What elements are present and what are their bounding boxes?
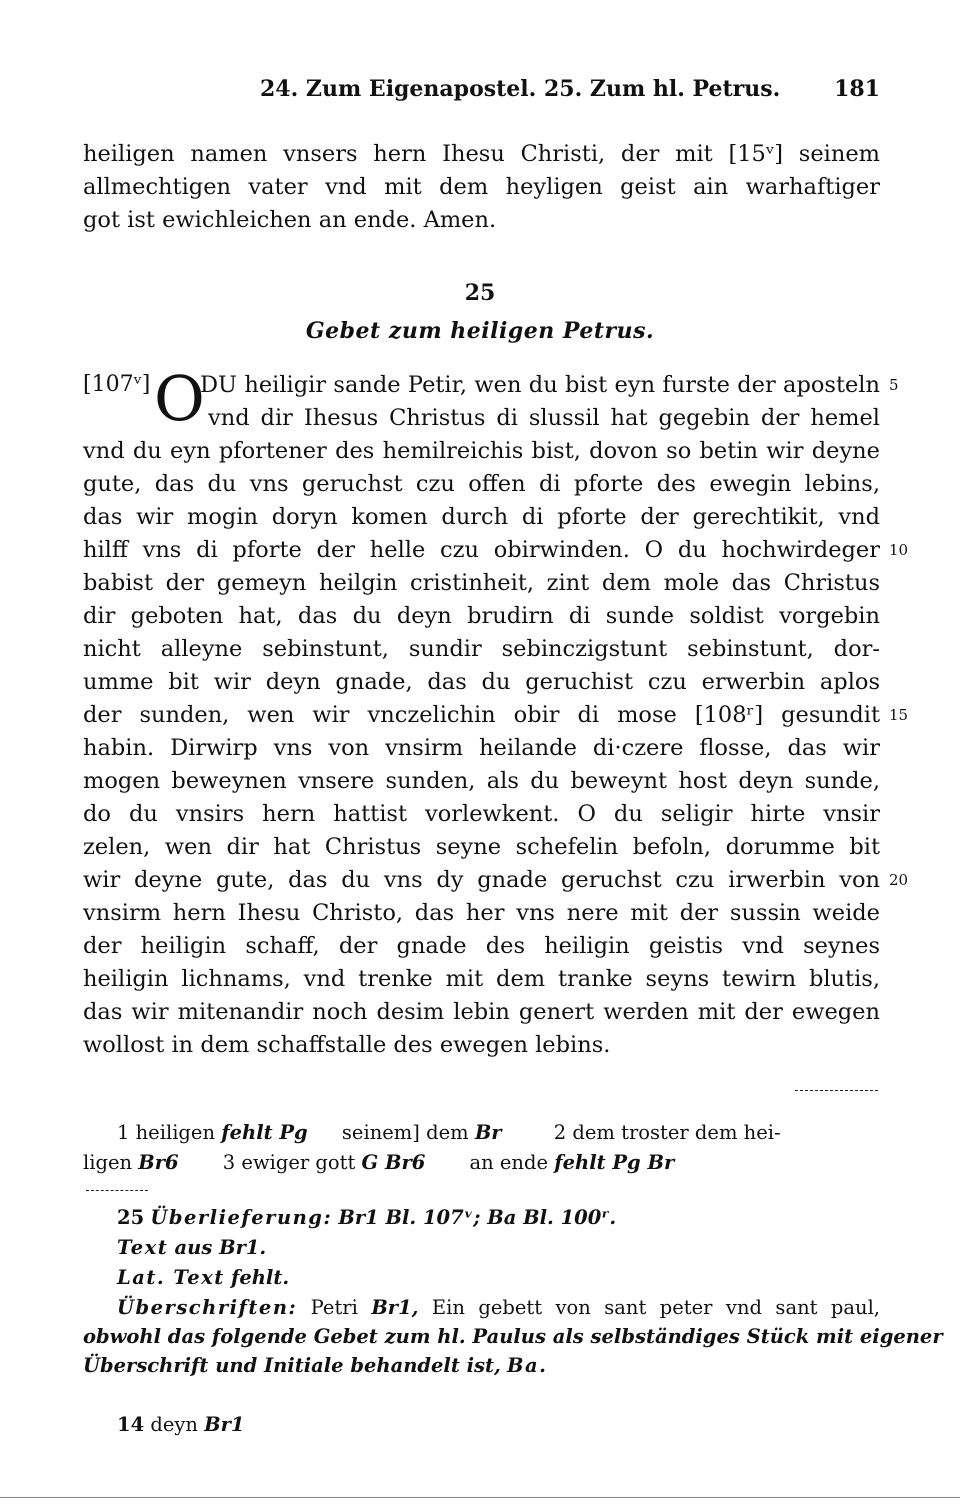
apparatus-note: fehlt Pg Br xyxy=(554,1151,675,1174)
text-line: vnd dir Ihesus Christus di slussil hat gegebin der hemel xyxy=(208,405,880,431)
line-number: 15 xyxy=(889,706,909,724)
apparatus-note: fehlt Pg xyxy=(221,1121,308,1144)
apparatus-reading: dem xyxy=(426,1121,469,1144)
prev-text-line: allmechtigen vater vnd mit dem heyligen geist ain warhaftiger xyxy=(83,174,880,200)
text-line: hilff vns di pforte der helle czu obirwinden. O du hochwirdeger xyxy=(83,537,880,563)
apparatus-line-ref: 2 xyxy=(553,1121,567,1144)
headings-text: Petri xyxy=(310,1296,358,1319)
text-line: umme bit wir deyn gnade, das du geruchist czu erwerbin aplos xyxy=(83,669,880,695)
apparatus-line-ref: 14 xyxy=(117,1413,145,1436)
headings-note-line xyxy=(83,1351,880,1381)
apparatus-reading: dem troster dem hei- xyxy=(572,1121,781,1144)
text-line: wollost in dem schaffstalle des ewegen lebins. xyxy=(83,1032,611,1058)
apparatus-line-ref: 3 xyxy=(222,1151,236,1174)
text-line: do du vnsirs hern hattist vorlewkent. O du seligir hirte vnsir xyxy=(83,801,880,827)
text-line: gute, das du vns geruchst czu offen di pforte des ewegin lebins, xyxy=(83,471,880,497)
text-line: das wir mitenandir noch desim lebin genert werden mit der ewegen xyxy=(83,999,880,1025)
text-line: das wir mogin doryn komen durch di pforte der gerechtikit, vnd xyxy=(83,504,880,530)
apparatus-siglum: Ba. xyxy=(507,1354,548,1377)
initial-letter: O xyxy=(154,362,205,435)
apparatus-reading: ewiger gott xyxy=(241,1151,356,1174)
text-line: der heiligin schaff, der gnade des heiligin geistis vnd seynes xyxy=(83,933,880,959)
transmission-number: 25 xyxy=(117,1206,145,1229)
section-number: 25 xyxy=(464,280,496,306)
text-line: wir deyne gute, das du vns dy gnade geruchst czu irwerbin von xyxy=(83,867,880,893)
apparatus-divider xyxy=(795,1090,878,1091)
page-number: 181 xyxy=(834,76,880,102)
headings-note: Überschrift und Initiale behandelt ist, xyxy=(83,1354,501,1377)
text-source-value: aus Br1. xyxy=(174,1236,267,1259)
apparatus-lemma: seinem] xyxy=(341,1121,420,1144)
text-source-line xyxy=(117,1233,914,1263)
running-title: 24. Zum Eigenapostel. 25. Zum hl. Petrus. xyxy=(260,76,781,102)
prev-text-line: got ist ewichleichen an ende. Amen. xyxy=(83,207,497,233)
transmission-label: Überlieferung: xyxy=(150,1206,333,1229)
prev-text-line: heiligen namen vnsers hern Ihesu Christi, der mit [15ᵛ] seinem xyxy=(83,141,880,167)
apparatus-siglum: Br1, xyxy=(371,1296,419,1319)
text-line: DU heiligir sande Petir, wen du bist eyn furste der aposteln xyxy=(200,372,880,398)
text-line: vnsirm hern Ihesu Christo, das her vns nere mit der sussin weide xyxy=(83,900,880,926)
text-line: nicht alleyne sebinstunt, sundir sebinczigstunt sebinstunt, dor- xyxy=(83,636,880,662)
variant-apparatus-line xyxy=(83,1118,880,1148)
apparatus-siglum: Br xyxy=(474,1121,502,1144)
headings-text: Ein gebett von sant peter vnd sant paul, xyxy=(431,1296,881,1319)
apparatus-line-ref: 1 xyxy=(117,1121,130,1144)
apparatus-lemma: heiligen xyxy=(135,1121,216,1144)
apparatus-reading: deyn xyxy=(150,1413,198,1436)
running-header xyxy=(260,76,880,112)
headings-note-line: obwohl das folgende Gebet zum hl. Paulus als selbständiges Stück mit eigener xyxy=(83,1325,943,1348)
folio-marker: [107ᵛ] xyxy=(83,372,151,397)
text-line: heiligin lichnams, vnd trenke mit dem tranke seyns tewirn blutis, xyxy=(83,966,880,992)
headings-line xyxy=(117,1293,880,1323)
latin-value: fehlt. xyxy=(230,1266,290,1289)
apparatus-siglum: Br1 xyxy=(204,1413,245,1436)
text-line: vnd du eyn pfortener des hemilreichis bist, dovon so betin wir deyne xyxy=(83,438,880,464)
text-line: der sunden, wen wir vnczelichin obir di mose [108ʳ] gesundit xyxy=(83,702,880,728)
transmission-line xyxy=(117,1203,914,1233)
latin-label: Lat. Text xyxy=(117,1266,225,1289)
headings-label: Überschriften: xyxy=(117,1296,298,1319)
apparatus-siglum: G Br6 xyxy=(361,1151,426,1174)
text-line: dir geboten hat, das du deyn brudirn di sunde soldist vorgebin xyxy=(83,603,880,629)
apparatus-lemma: an ende xyxy=(469,1151,549,1174)
apparatus-siglum: Br6 xyxy=(138,1151,179,1174)
apparatus-divider xyxy=(86,1190,148,1191)
section-title: Gebet zum heiligen Petrus. xyxy=(305,318,655,344)
text-line: zelen, wen dir hat Christus seyne schefelin befoln, dorumme bit xyxy=(83,834,880,860)
apparatus-reading: ligen xyxy=(83,1151,133,1174)
text-line: babist der gemeyn heilgin cristinheit, zint dem mole das Christus xyxy=(83,570,880,596)
scan-bottom-edge xyxy=(0,1497,960,1498)
latin-text-line xyxy=(117,1263,914,1293)
transmission-text: Br1 Bl. 107ᵛ; Ba Bl. 100ʳ. xyxy=(338,1206,617,1229)
text-line: habin. Dirwirp vns von vnsirm heilande di·czere flosse, das wir xyxy=(83,735,880,761)
line-number: 20 xyxy=(889,871,909,889)
text-source-label: Text xyxy=(117,1236,169,1259)
variant-apparatus-line xyxy=(117,1410,914,1440)
line-number: 10 xyxy=(889,541,909,559)
line-number: 5 xyxy=(889,376,899,394)
text-line: mogen beweynen vnsere sunden, als du beweynt host deyn sunde, xyxy=(83,768,880,794)
variant-apparatus-line xyxy=(83,1148,880,1178)
